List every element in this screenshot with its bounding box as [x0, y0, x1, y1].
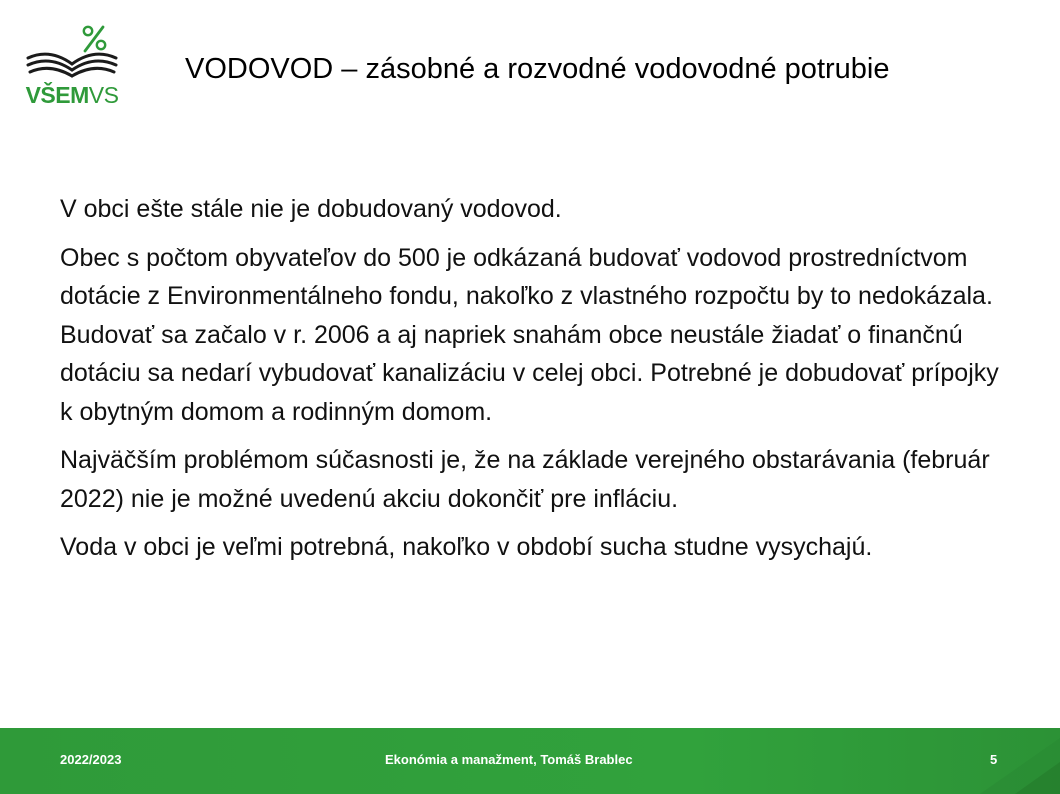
- footer-bar: [0, 728, 1060, 794]
- open-book-percent-icon: [24, 22, 124, 82]
- logo-text-bold: VŠEM: [25, 82, 89, 108]
- logo-text-regular: VS: [88, 82, 119, 108]
- paragraph-1: V obci ešte stále nie je dobudovaný vodovod.: [60, 195, 562, 223]
- footer-decoration: [940, 728, 1060, 794]
- paragraph-3: Najväčším problémom súčasnosti je, že na základe verejného obstarávania (február 2022) nie je možné uvedenú akciu dokončiť pre infláciu.: [60, 446, 990, 513]
- paragraph-4: Voda v obci je veľmi potrebná, nakoľko v období sucha studne vysychajú.: [60, 533, 873, 561]
- slide-body: [60, 190, 1010, 577]
- logo-wordmark: [24, 82, 120, 108]
- footer-author: Ekonómia a manažment, Tomáš Brablec: [385, 752, 633, 767]
- logo: [24, 22, 124, 106]
- slide-title: VODOVOD – zásobné a rozvodné vodovodné potrubie: [185, 53, 890, 85]
- slide-number: 5: [990, 752, 998, 767]
- paragraph-2: Obec s počtom obyvateľov do 500 je odkázaná budovať vodovod prostredníctvom dotácie z Environmentálneho fondu, nakoľko z vlastného rozpočtu by to nedokázala. Budovať sa začalo v r. 2006 a aj napriek snahám obce neustále žiadať o finančnú dotáciu sa nedarí vybudovať kanalizáciu v celej obci. Potrebné je dobudovať prípojky k obytným domom a rodinným domom.: [60, 243, 999, 426]
- footer-year: 2022/2023: [60, 752, 122, 767]
